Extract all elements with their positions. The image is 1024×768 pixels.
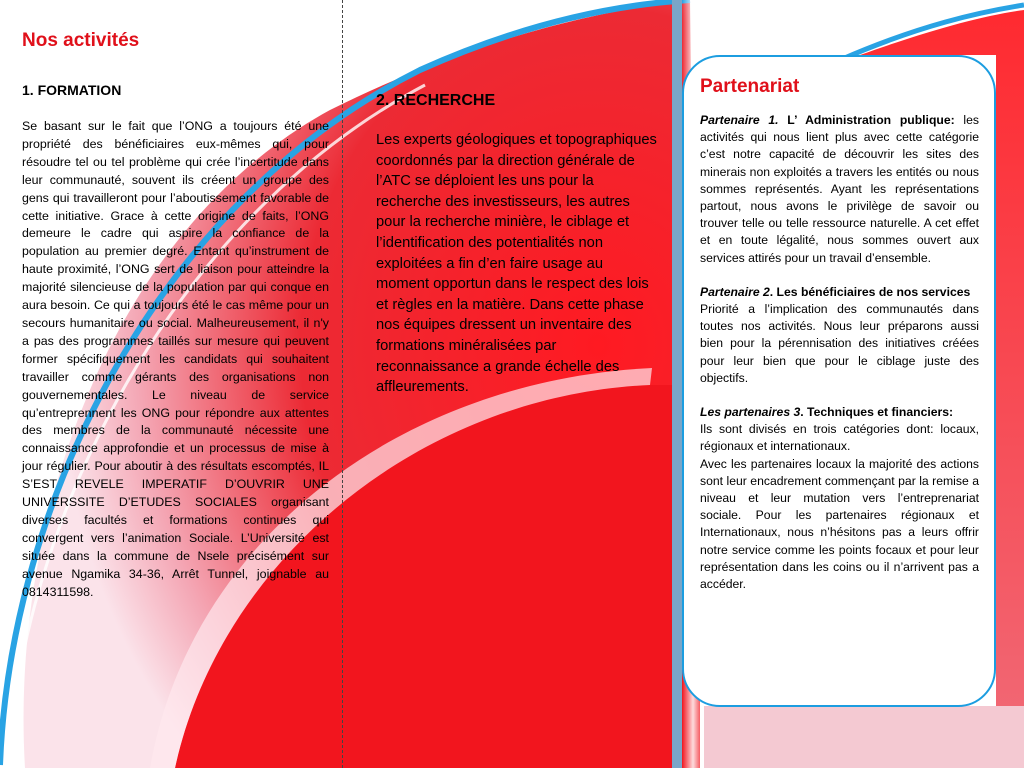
formation-title: FORMATION [37,82,122,98]
formation-body: Se basant sur le fait que l’ONG a toujours été une propriété des bénéficiaires eux-mêmes qui, pour résoudre tel ou tel problème qui crée l’incertitude dans leur communauté, souvent ils créent un groupe des gens qui travailleront pour l’aboutissement favorable de cette initiative. Grace à cette origine de faits, l’ONG demeure le cadre qui aspire la confiance de la population au premier degré. Entant qu’instrument de haute proximité, l’ONG sert de liaison pour atteindre la majorité silencieuse de la population par qui conque en aura besoin. Ce qui a toujours été le cas même pour un secours humanitaire ou social. Malheureusement, il n'y a pas des programmes taillés sur mesure qui peuvent former spécifiquement les candidats qui souhaitent travailler comme gérants des organisations non gouvernementales. Le niveau de service qu’entreprennent les ONG pour répondre aux attentes des membres de la communauté nécessite une connaissance approfondie et un processus de mise à jour régulier. Pour aboutir à des résultats escomptés, IL S’EST REVELE IMPERATIF D’OUVRIR UNE UNIVERSSITE D’ETUDES SOCIALES organisant diverses facultés et formations continues qui convergent vers l’animation Sociale. L’Université est située dans la commune de Nsele précisément sur avenue Ngamika 34-36, Arrêt Tunnel, joignable au 0814311598. [22,119,329,599]
partner-3-paragraph [700,404,979,593]
fold-line [342,0,343,768]
partner-1-label: Partenaire 1. L’ Administration publique: [700,113,955,127]
partner-1-paragraph [700,112,979,267]
partner-2-paragraph [700,284,979,387]
formation-number: 1 [22,82,30,98]
column-partenariat [700,76,979,593]
column-recherche [376,92,657,398]
partner-3-label: Les partenaires 3. Techniques et financiers: [700,405,954,420]
partner-2-label: Partenaire 2. Les bénéficiaires de nos services [700,284,971,299]
partner-2-text: Priorité a l’implication des communautés dans toutes nos activités. Nous leur préparons aussi bien pour la pérennisation des initiatives créées pour leur bien que pour le ciblage juste des objectifs. [700,302,979,385]
recherche-body: Les experts géologiques et topographiques coordonnés par la direction générale de l’ATC se déploient les uns pour la recherche des investisseurs, les autres pour la recherche minière, le ciblage et l’identification des potentialités non exploitées a fin d’en faire usage au moment opportun dans le respect des lois et règles en la matière. Dans cette phase nos équipes dressent un inventaire des formations minéralisées par reconnaissance a grande échelle des affleurements. [376,132,657,396]
column-formation [22,30,329,601]
formation-heading: 1. FORMATION [22,82,122,98]
partner-3-text-1: Ils sont divisés en trois catégories dont: locaux, régionaux et internationaux. [700,422,979,454]
page-title: Nos activités [22,30,140,51]
partenariat-title: Partenariat [700,76,800,97]
partner-1-text: les activités qui nous lient plus avec cette catégorie c’est notre capacité de découvrir les sites des minerais non exploités a travers les entités ou nous sommes représentés. Ayant les représentations partout, nous avons le privilège de savoir ou trouver telle ou telle ressource naturelle. A cet effet et en toute légalité, nous sommes ouvert aux services attirés pour un travail d’ensemble. [700,113,980,265]
recherche-heading: 2. RECHERCHE [376,92,496,109]
partner-3-text-2: Avec les partenaires locaux la majorité des actions sont leur encadrement commençant par la remise a niveau et leur mutation vers l’entreprenariat sociale. Pour les partenaires régionaux et Internationaux, nous n’hésitons pas a leurs offrir notre service comme les points focaux et pour leur représentation dans les coins ou il n’arrivent pas a accéder. [700,456,979,592]
